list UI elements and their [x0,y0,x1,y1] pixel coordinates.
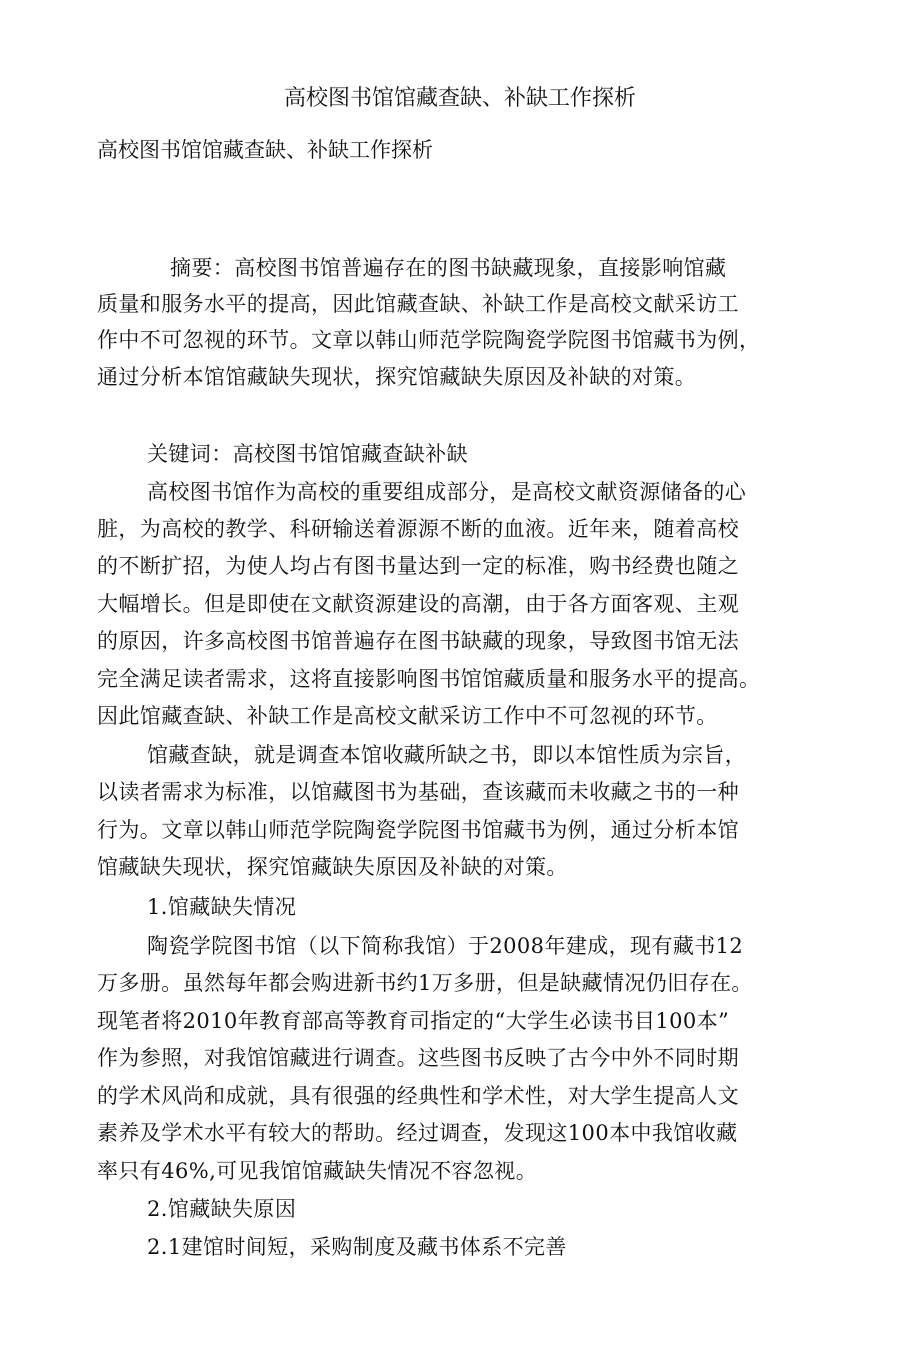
section-heading: 1.馆藏缺失情况 [147,895,297,919]
paragraph-line: 素养及学术水平有较大的帮助。经过调查，发现这100本中我馆收藏 [97,1121,738,1145]
abstract-line: 质量和服务水平的提高，因此馆藏查缺、补缺工作是高校文献采访工 [97,292,739,316]
keywords-line: 关键词：高校图书馆馆藏查缺补缺 [147,442,468,466]
subsection-heading: 2.1建馆时间短，采购制度及藏书体系不完善 [147,1235,567,1259]
paragraph-line: 以读者需求为标准，以馆藏图书为基础，查该藏而未收藏之书的一种 [97,780,739,804]
paragraph-line: 完全满足读者需求，这将直接影响图书馆馆藏质量和服务水平的提高。 [97,667,761,691]
section-heading: 2.馆藏缺失原因 [147,1197,297,1221]
paragraph-line: 高校图书馆作为高校的重要组成部分，是高校文献资源储备的心 [147,480,747,504]
paragraph-line: 因此馆藏查缺、补缺工作是高校文献采访工作中不可忽视的环节。 [97,704,718,728]
paragraph-line: 作为参照，对我馆馆藏进行调查。这些图书反映了古今中外不同时期 [97,1046,739,1070]
paragraph-line: 脏，为高校的教学、科研输送着源源不断的血液。近年来，随着高校 [97,517,739,541]
paragraph-line: 行为。文章以韩山师范学院陶瓷学院图书馆藏书为例，通过分析本馆 [97,818,739,842]
abstract-line: 作中不可忽视的环节。文章以韩山师范学院陶瓷学院图书馆藏书为例， [97,328,761,352]
paragraph-line: 万多册。虽然每年都会购进新书约1万多册，但是缺藏情况仍旧存在。 [97,971,753,995]
abstract-line: 摘要：高校图书馆普遍存在的图书缺藏现象，直接影响馆藏 [170,256,727,280]
paragraph-line: 的不断扩招，为使人均占有图书量达到一定的标准，购书经费也随之 [97,554,739,578]
paragraph-line: 馆藏查缺，就是调查本馆收藏所缺之书，即以本馆性质为宗旨， [147,743,747,767]
paragraph-line: 现笔者将2010年教育部高等教育司指定的“大学生必读书目100本” [97,1009,730,1033]
paragraph-line: 陶瓷学院图书馆（以下简称我馆）于2008年建成，现有藏书12 [147,934,744,958]
document-title: 高校图书馆馆藏查缺、补缺工作探析 [283,86,636,111]
paragraph-line: 的学术风尚和成就，具有很强的经典性和学术性，对大学生提高人文 [97,1084,739,1108]
paragraph-line: 馆藏缺失现状，探究馆藏缺失原因及补缺的对策。 [97,855,568,879]
document-subtitle: 高校图书馆馆藏查缺、补缺工作探析 [97,138,433,162]
paragraph-line: 大幅增长。但是即使在文献资源建设的高潮，由于各方面客观、主观 [97,592,739,616]
abstract-line: 通过分析本馆馆藏缺失现状，探究馆藏缺失原因及补缺的对策。 [97,365,697,389]
paragraph-line: 的原因，许多高校图书馆普遍存在图书缺藏的现象，导致图书馆无法 [97,629,739,653]
paragraph-line: 率只有46%,可见我馆馆藏缺失情况不容忽视。 [97,1159,538,1183]
